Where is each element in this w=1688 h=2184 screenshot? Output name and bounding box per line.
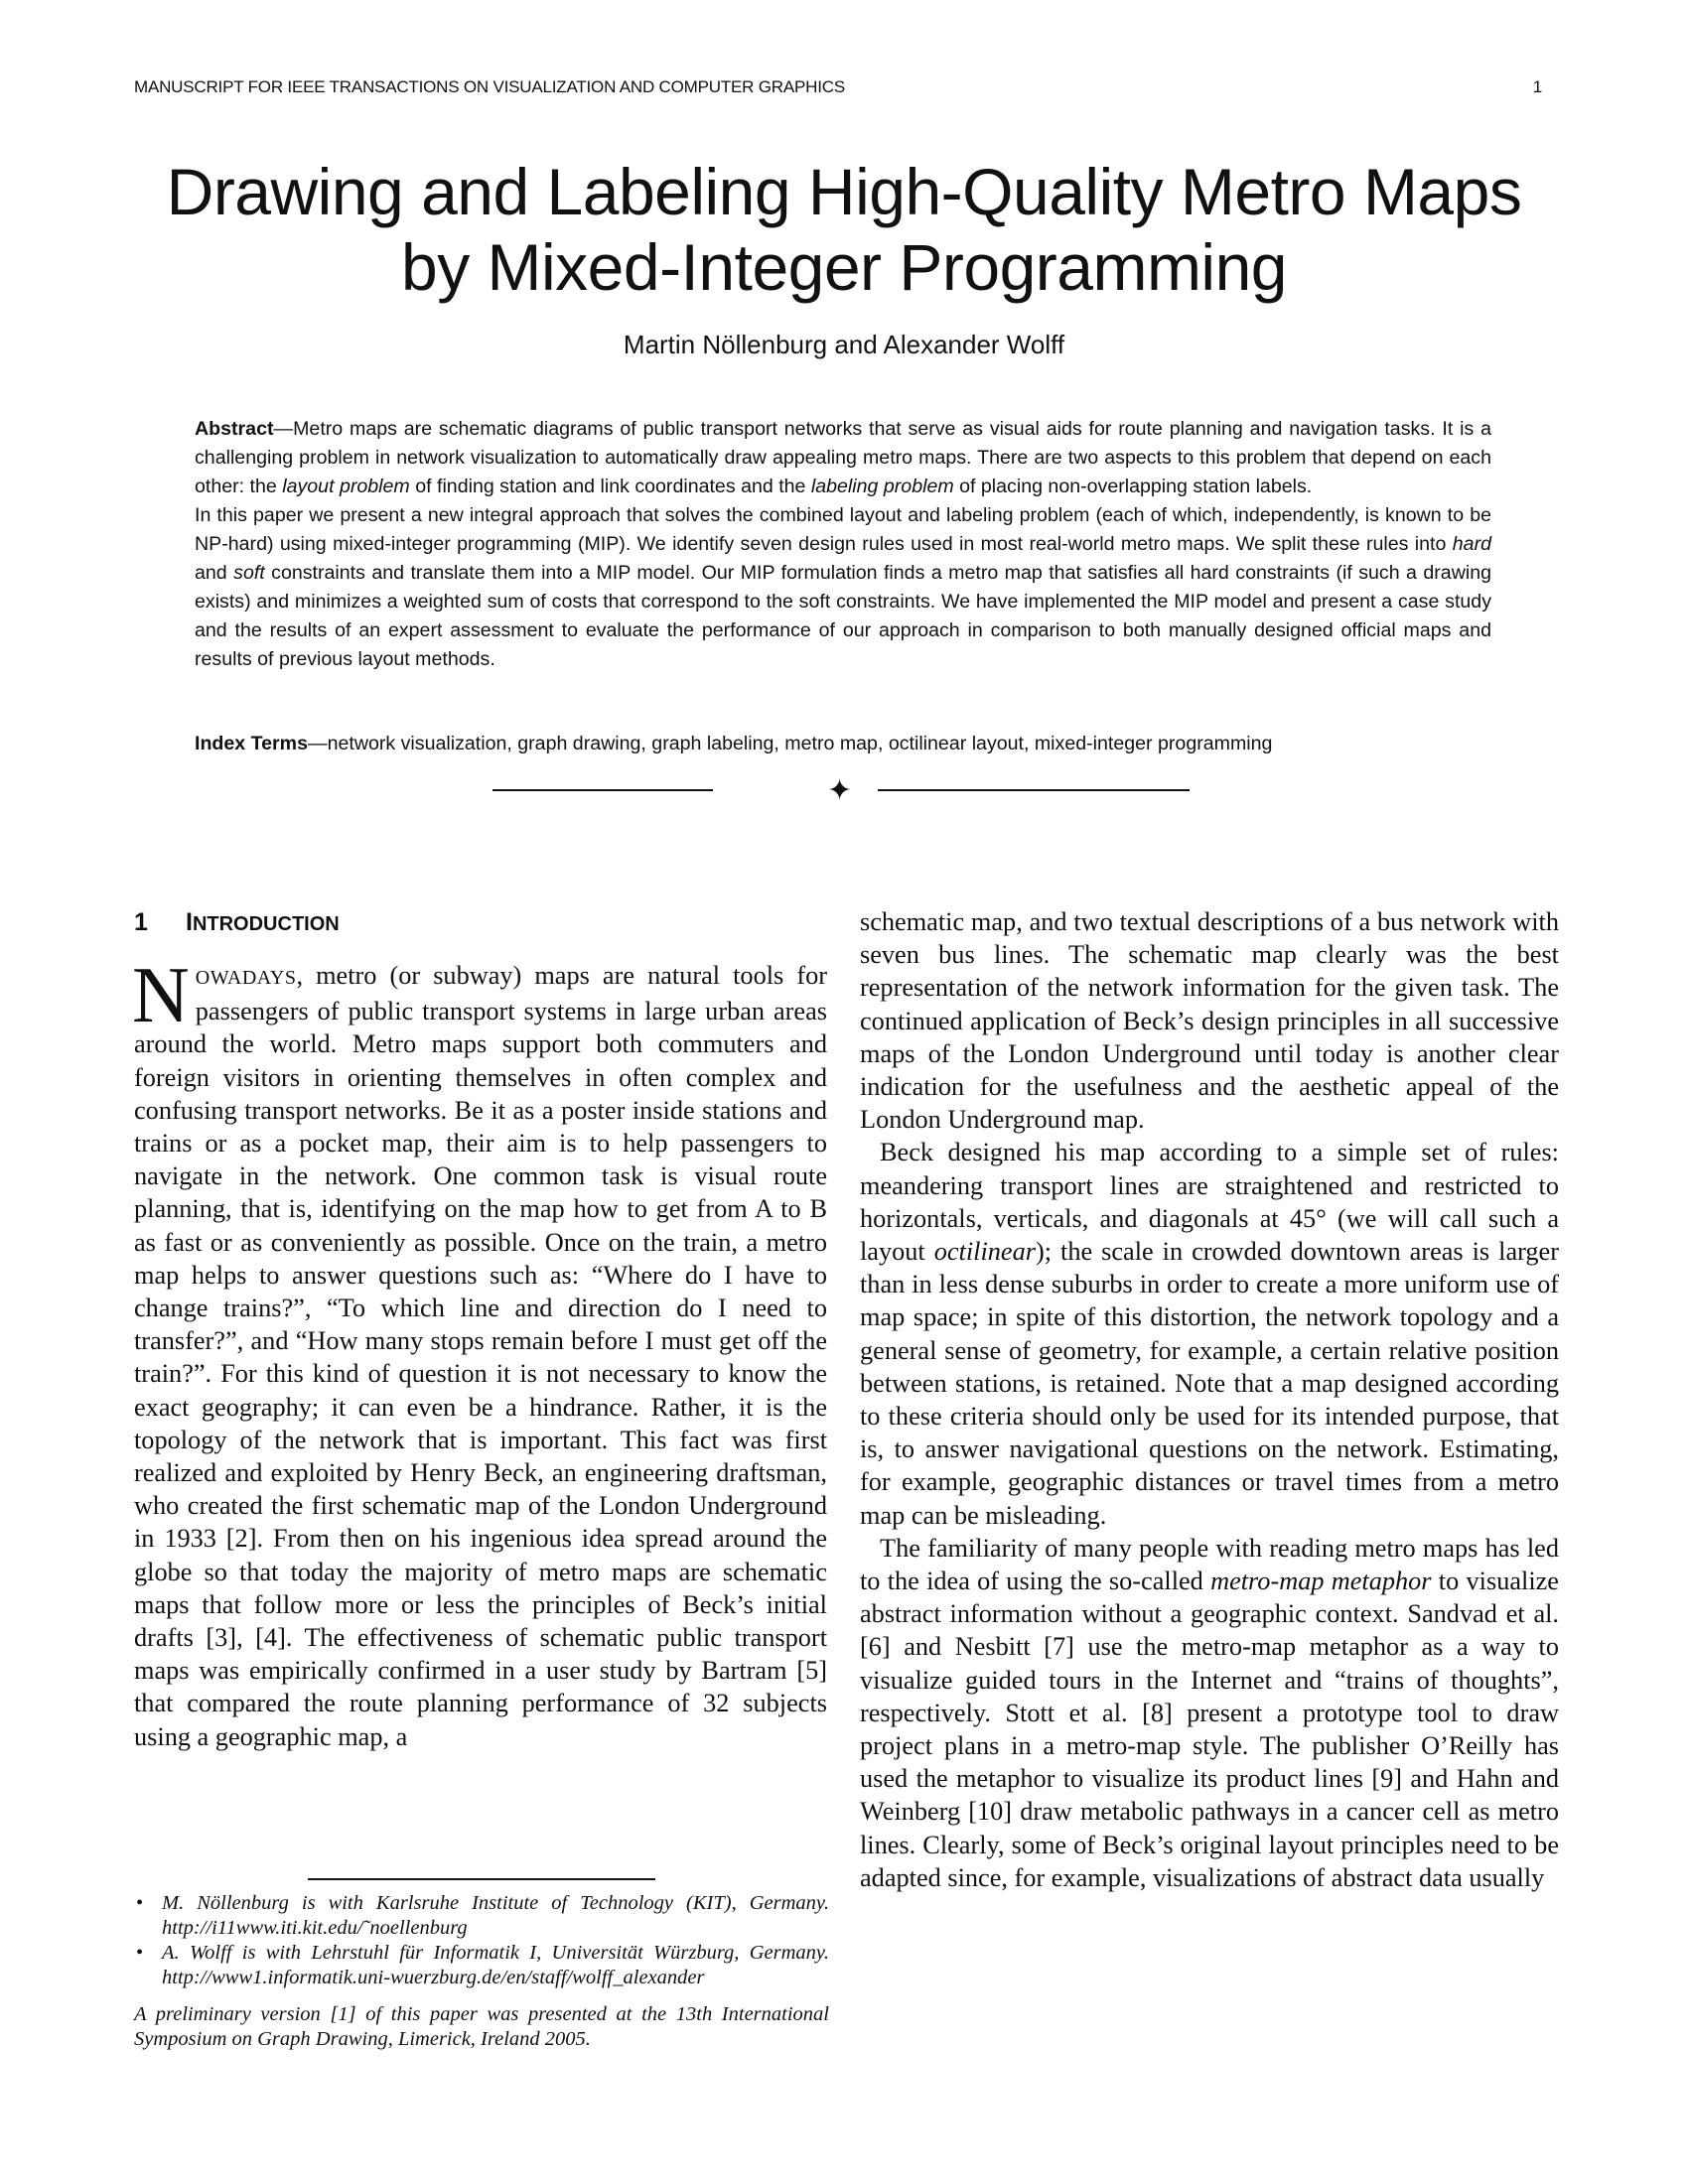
- index-terms-label: Index Terms: [195, 733, 308, 754]
- abstract: [195, 415, 1491, 674]
- affiliation-item: [134, 1891, 829, 1941]
- paragraph-text: , metro (or subway) maps are natural tools for passengers of public transport systems in large urban areas around the world. Metro maps support both commuters and foreign visitors in orienting themselves in often complex and confusing transport networks. Be it as a poster inside stations and trains or as a pocket map, their aim is to help passengers to navigate in the network. One common task is visual route planning, that is, identifying on the map how to get from A to B as fast or as conveniently as possible. Once on the train, a metro map helps to answer questions such as: “Where do I have to change trains?”, “To which line and direction do I need to transfer?”, and “How many stops remain before I must get off the train?”. For this kind of question it is not necessary to know the exact geography; it can even be a hindrance. Rather, it is the topology of the network that is important. This fact was first realized and exploited by Henry Beck, an engineering draftsman, who created the first schematic map of the London Underground in 1933 [2]. From then on his ingenious idea spread around the globe so that today the majority of metro maps are schematic maps that follow more or less the principles of Beck’s initial drafts [3], [4]. The effectiveness of schematic public transport maps was empirically confirmed in a user study by Bartram [5] that compared the route planning performance of 32 subjects using a geographic map, a: [134, 961, 827, 1751]
- paragraph-text: The familiarity of many people with reading metro maps has led to the idea of using the so-called: [860, 1533, 1559, 1596]
- paragraph-text: to visualize abstract information without a geographic context. Sandvad et al. [6] and Nesbitt [7] use the metro-map metaphor as a way to visualize guided tours in the Internet and “trains of thoughts”, respectively. Stott et al. [8] present a prototype tool to draw project plans in a metro-map style. The publisher O’Reilly has used the metaphor to visualize its product lines [9] and Hahn and Weinberg [10] draw metabolic pathways in a cancer cell as metro lines. Clearly, some of Beck’s original layout principles need to be adapted since, for example, visualizations of abstract data usually: [860, 1567, 1559, 1892]
- divider-line-left: [492, 789, 713, 791]
- emphasis-metro-map-metaphor: metro-map metaphor: [1210, 1567, 1432, 1596]
- footnote-rule: [308, 1878, 655, 1880]
- abstract-text: and: [195, 562, 234, 584]
- section-divider: [492, 773, 1190, 808]
- title-line-2: by Mixed-Integer Programming: [400, 230, 1288, 304]
- author-list: Martin Nöllenburg and Alexander Wolff: [623, 330, 1065, 359]
- left-column: [134, 905, 827, 1753]
- emphasis-octilinear: octilinear: [933, 1237, 1036, 1267]
- abstract-label: Abstract: [195, 418, 274, 440]
- index-terms-text: network visualization, graph drawing, graph labeling, metro map, octilinear layout, mixed-integer programming: [327, 733, 1273, 754]
- footnotes: [134, 1891, 829, 2052]
- abstract-dash: —: [273, 418, 294, 440]
- abstract-text: Metro maps are schematic diagrams of public transport networks that serve as visual aids for route planning and navigation tasks. It is a challenging problem in network visualization to automatically draw appealing metro maps. There are two aspects to this problem that depend on each other: the: [195, 418, 1491, 497]
- divider-line-right: [878, 789, 1190, 791]
- abstract-paragraph-2: [195, 501, 1491, 674]
- preliminary-version-note: A preliminary version [1] of this paper was presented at the 13th International Symposium on Graph Drawing, Limerick, Ireland 2005.: [134, 2003, 829, 2050]
- index-terms: [195, 730, 1491, 758]
- intro-paragraph-3: [860, 1532, 1559, 1894]
- index-terms-dash: —: [307, 733, 328, 754]
- journal-name: MANUSCRIPT FOR IEEE TRANSACTIONS ON VISUALIZATION AND COMPUTER GRAPHICS: [134, 77, 845, 96]
- abstract-paragraph-1: [195, 415, 1491, 501]
- section-heading: [134, 905, 827, 941]
- abstract-emphasis: hard: [1452, 533, 1491, 555]
- page-number: 1: [1532, 77, 1542, 96]
- abstract-emphasis: labeling problem: [810, 476, 954, 497]
- paragraph-text: ); the scale in crowded downtown areas is larger than in less dense suburbs in order to create a more uniform use of map space; in spite of this distortion, the network topology and a general sense of geometry, for example, a certain relative position between stations, is retained. Note that a map designed according to these criteria should only be used for its intended purpose, that is, to answer navigational questions on the network. Estimating, for example, geographic distances or travel times from a metro map can be misleading.: [860, 1237, 1559, 1530]
- abstract-emphasis: soft: [233, 562, 265, 584]
- drop-cap: N: [132, 952, 190, 1039]
- bullet-icon: •: [136, 1942, 144, 1964]
- bullet-icon: •: [136, 1892, 144, 1914]
- abstract-text: In this paper we present a new integral approach that solves the combined layout and labeling problem (each of which, independently, is known to be NP-hard) using mixed-integer programming (MIP). We identify seven design rules used in most real-world metro maps. We split these rules into: [195, 504, 1491, 555]
- intro-paragraph-2: [860, 1136, 1559, 1531]
- intro-paragraph-1: [132, 952, 827, 1753]
- affiliation-text: A. Wolff is with Lehrstuhl für Informatik I, Universität Würzburg, Germany. http://www1.informatik.uni-wuerzburg.de/en/staff/wolff_alexander: [162, 1942, 829, 1988]
- paragraph-text: Beck designed his map according to a simple set of rules: meandering transport lines are straightened and restricted to horizontals, verticals, and diagonals at 45° (we will call such a layout: [860, 1138, 1559, 1267]
- affiliation-item: [134, 1941, 829, 1990]
- abstract-text: constraints and translate them into a MIP model. Our MIP formulation finds a metro map that satisfies all hard constraints (if such a drawing exists) and minimizes a weighted sum of costs that correspond to the soft constraints. We have implemented the MIP model and present a case study and the results of an expert assessment to evaluate the performance of our approach in comparison to both manually designed official maps and results of previous layout methods.: [195, 562, 1491, 670]
- paper-title: [0, 154, 1688, 305]
- section-title-rest: NTRODUCTION: [192, 913, 340, 935]
- section-number: 1: [134, 908, 148, 936]
- affiliation-list: [134, 1891, 829, 1990]
- title-line-1: Drawing and Labeling High-Quality Metro Maps: [166, 155, 1522, 228]
- abstract-text: of finding station and link coordinates and the: [409, 476, 811, 497]
- right-column: [860, 905, 1559, 1894]
- intro-paragraph-1-cont: schematic map, and two textual descriptions of a bus network with seven bus lines. The schematic map clearly was the best representation of the network information for the given task. The continued application of Beck’s design principles in all successive maps of the London Underground until today is another clear indication for the usefulness and the aesthetic appeal of the London Underground map.: [860, 907, 1559, 1135]
- section-title-initial: I: [186, 908, 193, 936]
- diamond-ornament-icon: ✦: [827, 773, 853, 808]
- affiliation-text: M. Nöllenburg is with Karlsruhe Institute of Technology (KIT), Germany. http://i11www.iti.kit.edu/˜noellenburg: [162, 1892, 829, 1939]
- abstract-emphasis: layout problem: [282, 476, 410, 497]
- abstract-text: of placing non-overlapping station labels.: [953, 476, 1313, 497]
- running-header: [134, 77, 1554, 97]
- lead-smallcaps: OWADAYS: [195, 967, 297, 989]
